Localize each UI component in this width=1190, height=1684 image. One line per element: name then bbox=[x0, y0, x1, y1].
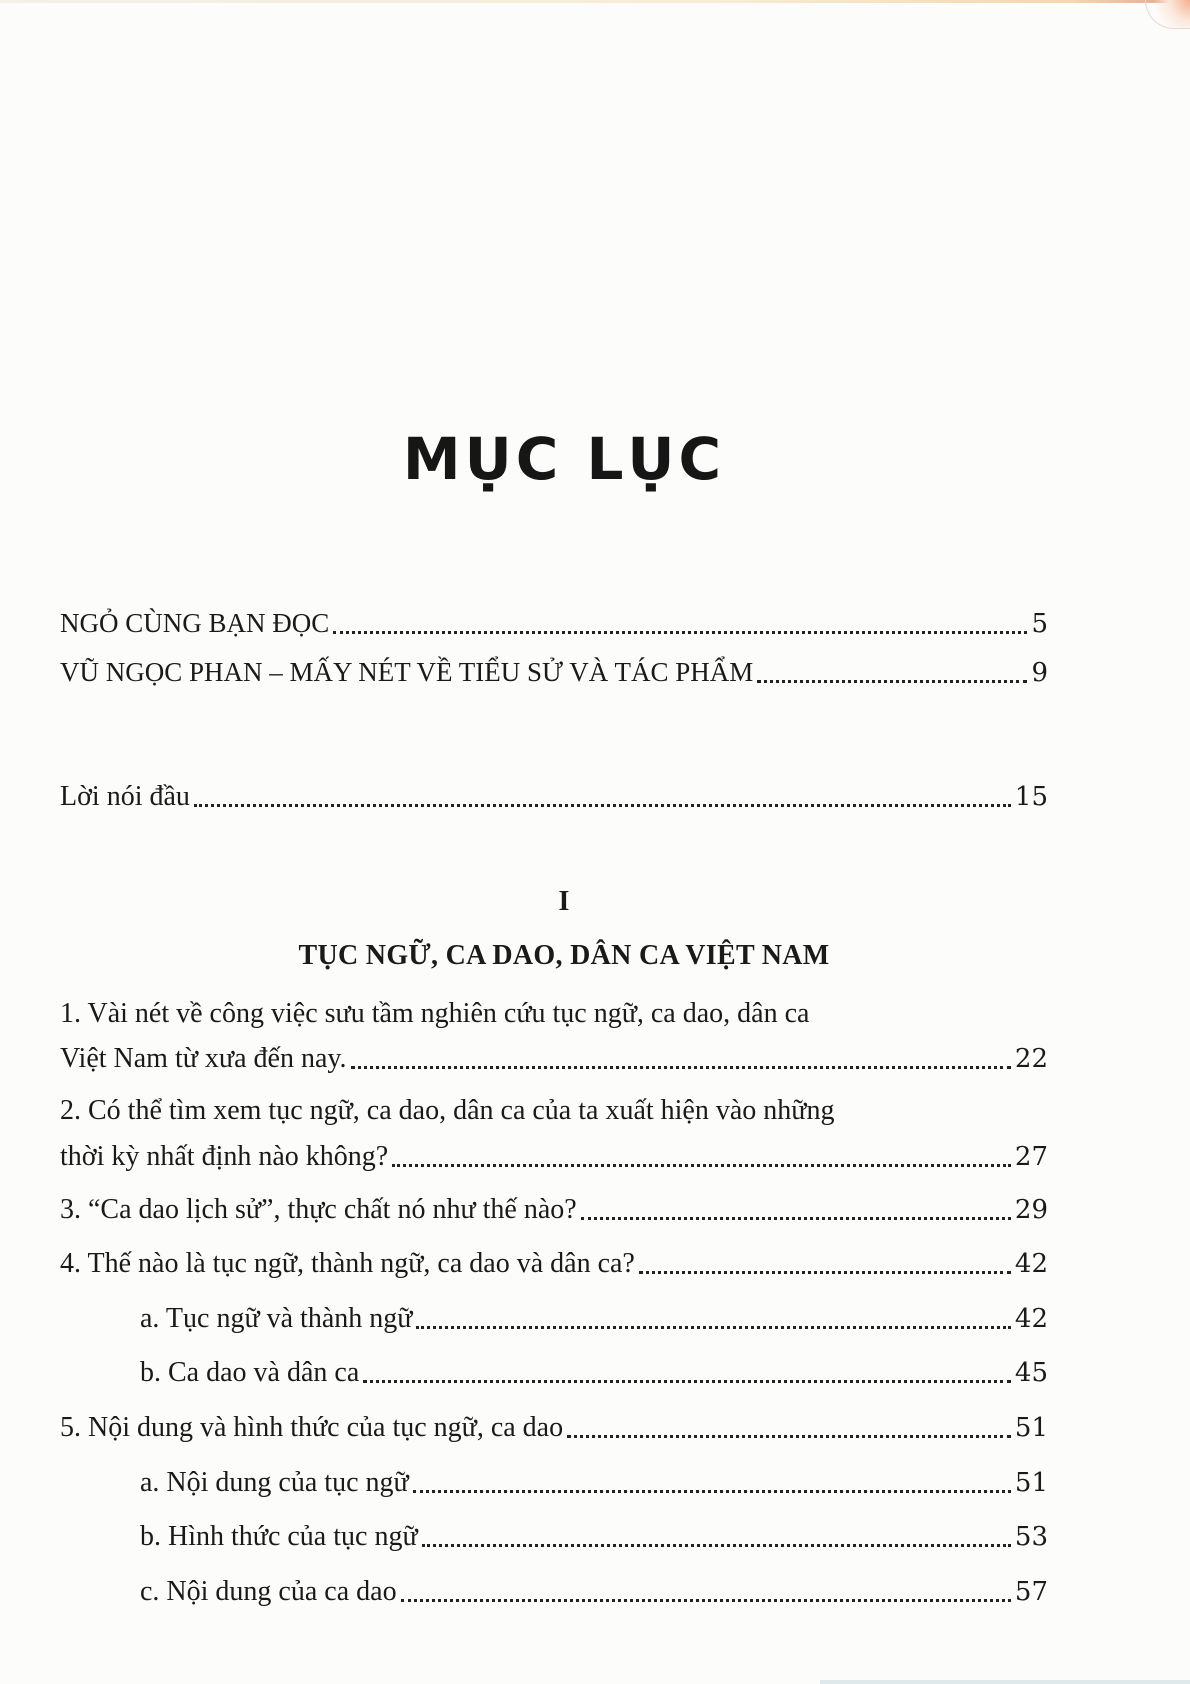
dot-leader bbox=[194, 803, 1011, 807]
dot-leader bbox=[363, 1379, 1011, 1383]
page-bottom-edge bbox=[820, 1680, 1190, 1684]
toc-page-number: 53 bbox=[1014, 1522, 1048, 1552]
toc-page-number: 42 bbox=[1014, 1249, 1048, 1279]
dot-leader bbox=[333, 630, 1027, 634]
toc-entry-2[interactable] bbox=[60, 1140, 1048, 1174]
toc-entry-preface-to-readers[interactable] bbox=[60, 606, 1048, 641]
toc-page-number: 27 bbox=[1014, 1142, 1048, 1172]
dot-leader bbox=[416, 1325, 1010, 1329]
dot-leader bbox=[351, 1065, 1011, 1069]
toc-entry-1-line1[interactable]: 1. Vài nét về công việc sưu tầm nghiên cứu tục ngữ, ca dao, dân ca bbox=[60, 998, 810, 1029]
toc-entry-label: b. Ca dao và dân ca bbox=[140, 1357, 360, 1388]
dot-leader bbox=[401, 1598, 1011, 1602]
toc-entry-label: VŨ NGỌC PHAN – MẤY NÉT VỀ TIỂU SỬ VÀ TÁC PHẨM bbox=[60, 657, 754, 687]
dot-leader bbox=[392, 1163, 1011, 1167]
page-title: MỤC LỤC bbox=[402, 425, 726, 493]
toc-entry-1[interactable] bbox=[60, 1042, 1048, 1076]
dot-leader bbox=[413, 1489, 1011, 1493]
dot-leader bbox=[567, 1434, 1011, 1438]
toc-page-number: 45 bbox=[1014, 1358, 1048, 1388]
page-corner-mark bbox=[1145, 0, 1190, 29]
toc-entry-2-line1[interactable]: 2. Có thể tìm xem tục ngữ, ca dao, dân ca của ta xuất hiện vào những bbox=[60, 1095, 835, 1126]
toc-entry-label: c. Nội dung của ca dao bbox=[140, 1576, 397, 1607]
toc-page-number: 57 bbox=[1014, 1577, 1048, 1607]
part-title: TỤC NGỮ, CA DAO, DÂN CA VIỆT NAM bbox=[298, 940, 830, 971]
toc-entry-label: Lời nói đầu bbox=[60, 781, 190, 812]
toc-entry-label: a. Tục ngữ và thành ngữ bbox=[140, 1303, 413, 1334]
toc-entry-foreword[interactable] bbox=[60, 780, 1048, 814]
toc-entry-label: b. Hình thức của tục ngữ bbox=[140, 1521, 418, 1552]
toc-entry-label: 4. Thế nào là tục ngữ, thành ngữ, ca dao và dân ca? bbox=[60, 1248, 635, 1279]
toc-entry-label: 5. Nội dung và hình thức của tục ngữ, ca dao bbox=[60, 1412, 564, 1443]
toc-entry-label: 3. “Ca dao lịch sử”, thực chất nó như thế nào? bbox=[60, 1194, 577, 1225]
toc-page-number: 29 bbox=[1014, 1195, 1048, 1225]
toc-entry-label: thời kỳ nhất định nào không? bbox=[60, 1141, 389, 1172]
page-top-edge bbox=[0, 0, 1190, 3]
toc-entry-5[interactable] bbox=[60, 1411, 1048, 1445]
toc-page-number: 5 bbox=[1031, 609, 1048, 639]
toc-entry-4[interactable] bbox=[60, 1247, 1048, 1281]
toc-entry-3[interactable] bbox=[60, 1193, 1048, 1227]
toc-entry-author-biography[interactable] bbox=[60, 655, 1048, 690]
toc-page-number: 22 bbox=[1014, 1044, 1048, 1074]
toc-page-number: 42 bbox=[1014, 1304, 1048, 1334]
toc-page-number: 51 bbox=[1014, 1468, 1048, 1498]
toc-entry-4b[interactable] bbox=[140, 1356, 1048, 1390]
toc-entry-label: a. Nội dung của tục ngữ bbox=[140, 1467, 409, 1498]
part-number: I bbox=[558, 886, 570, 917]
toc-entry-5c[interactable] bbox=[140, 1575, 1048, 1609]
toc-entry-5b[interactable] bbox=[140, 1520, 1048, 1554]
toc-entry-label: Việt Nam từ xưa đến nay. bbox=[60, 1043, 347, 1074]
toc-page-number: 15 bbox=[1014, 782, 1048, 812]
toc-page-number: 9 bbox=[1031, 658, 1048, 688]
toc-entry-4a[interactable] bbox=[140, 1302, 1048, 1336]
dot-leader bbox=[422, 1543, 1011, 1547]
toc-entry-label: NGỎ CÙNG BẠN ĐỌC bbox=[60, 608, 330, 638]
toc-entry-5a[interactable] bbox=[140, 1466, 1048, 1500]
dot-leader bbox=[639, 1270, 1011, 1274]
dot-leader bbox=[757, 679, 1027, 683]
dot-leader bbox=[581, 1216, 1011, 1220]
toc-page-number: 51 bbox=[1014, 1413, 1048, 1443]
